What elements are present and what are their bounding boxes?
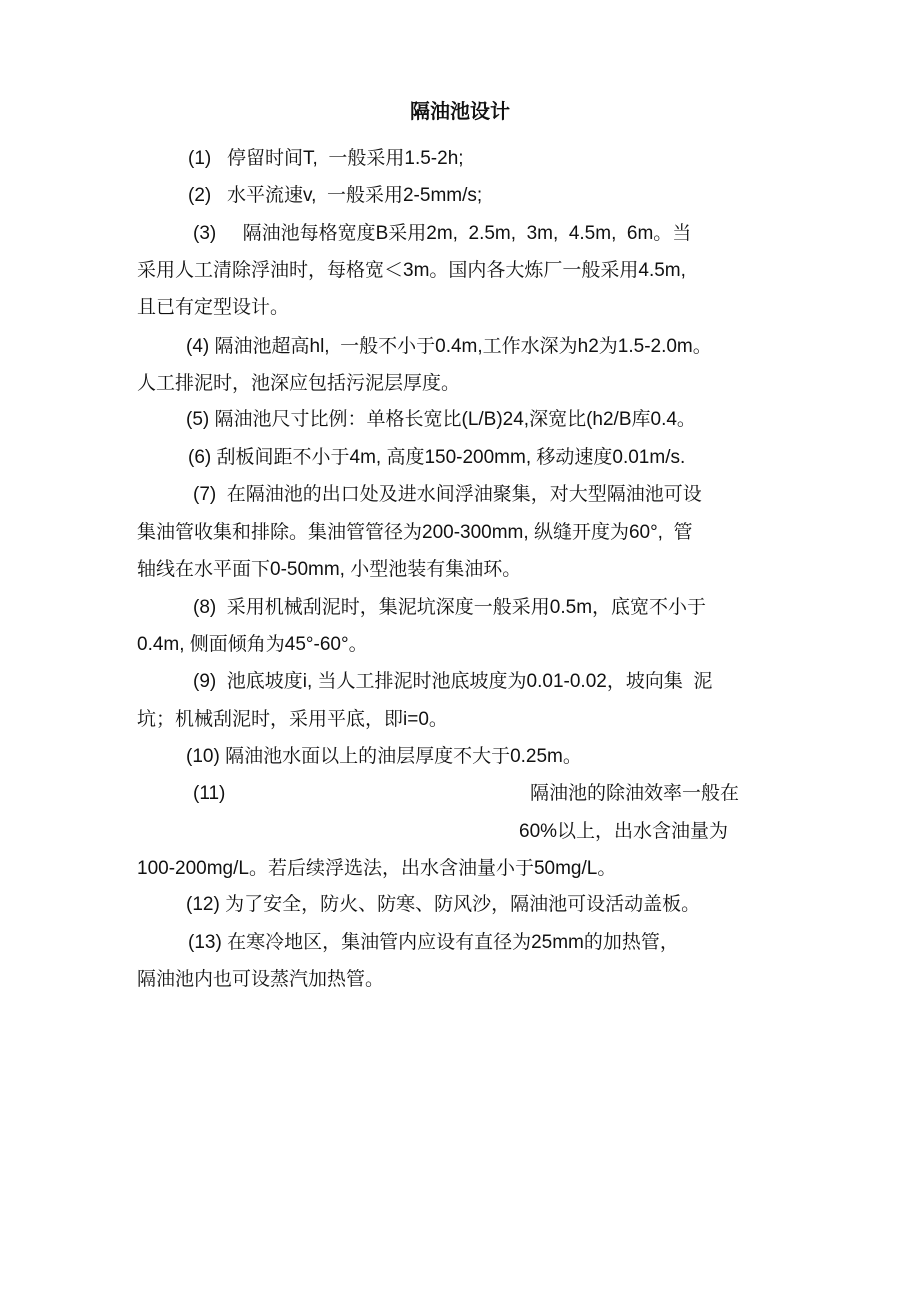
text-line: (9) 池底坡度i, 当人工排泥时池底坡度为0.01-0.02，坡向集 泥 xyxy=(193,671,713,692)
text-line: 0.4m, 侧面倾角为45°-60°。 xyxy=(137,634,368,655)
text-line: 坑；机械刮泥时，采用平底，即i=0。 xyxy=(137,709,448,730)
text-line: (11) xyxy=(193,783,226,804)
text-line: (13) 在寒冷地区，集油管内应设有直径为25mm的加热管， xyxy=(188,932,679,953)
document-title: 隔油池设计 xyxy=(410,101,510,123)
text-line: (10) 隔油池水面以上的油层厚度不大于0.25m。 xyxy=(186,746,582,767)
text-line: 隔油池的除油效率一般在 xyxy=(530,783,740,804)
text-line: 采用人工清除浮油时，每格宽＜3m。国内各大炼厂一般采用4.5m, xyxy=(137,260,686,281)
text-line: (7) 在隔油池的出口处及进水间浮油聚集，对大型隔油池可设 xyxy=(193,484,702,505)
text-line: (5) 隔油池尺寸比例：单格长宽比(L/B)24,深宽比(h2/B库0.4。 xyxy=(186,409,696,430)
text-line: (3) 隔油池每格宽度B采用2m, 2.5m, 3m, 4.5m, 6m。当 xyxy=(193,223,692,244)
text-line: (8) 采用机械刮泥时，集泥坑深度一般采用0.5m，底宽不小于 xyxy=(193,597,707,618)
text-line: 隔油池内也可设蒸汽加热管。 xyxy=(137,969,385,990)
text-line: (4) 隔油池超高hl, 一般不小于0.4m,工作水深为h2为1.5-2.0m。 xyxy=(186,336,712,357)
text-line: 100-200mg/L。若后续浮选法，出水含油量小于50mg/L。 xyxy=(137,858,617,879)
text-line: (1) 停留时间T, 一般采用1.5-2h; xyxy=(188,148,464,169)
text-line: (12) 为了安全，防火、防寒、防风沙，隔油池可设活动盖板。 xyxy=(186,894,701,915)
text-line: 轴线在水平面下0-50mm, 小型池装有集油环。 xyxy=(137,559,522,580)
text-line: (6) 刮板间距不小于4m, 高度150-200mm, 移动速度0.01m/s. xyxy=(188,447,686,468)
text-line: 集油管收集和排除。集油管管径为200-300mm, 纵缝开度为60°, 管 xyxy=(137,522,693,543)
text-line: (2) 水平流速v, 一般采用2-5mm/s; xyxy=(188,185,483,206)
text-line: 60%以上，出水含油量为 xyxy=(519,821,729,842)
text-line: 且已有定型设计。 xyxy=(137,297,290,318)
text-line: 人工排泥时，池深应包括污泥层厚度。 xyxy=(137,373,461,394)
